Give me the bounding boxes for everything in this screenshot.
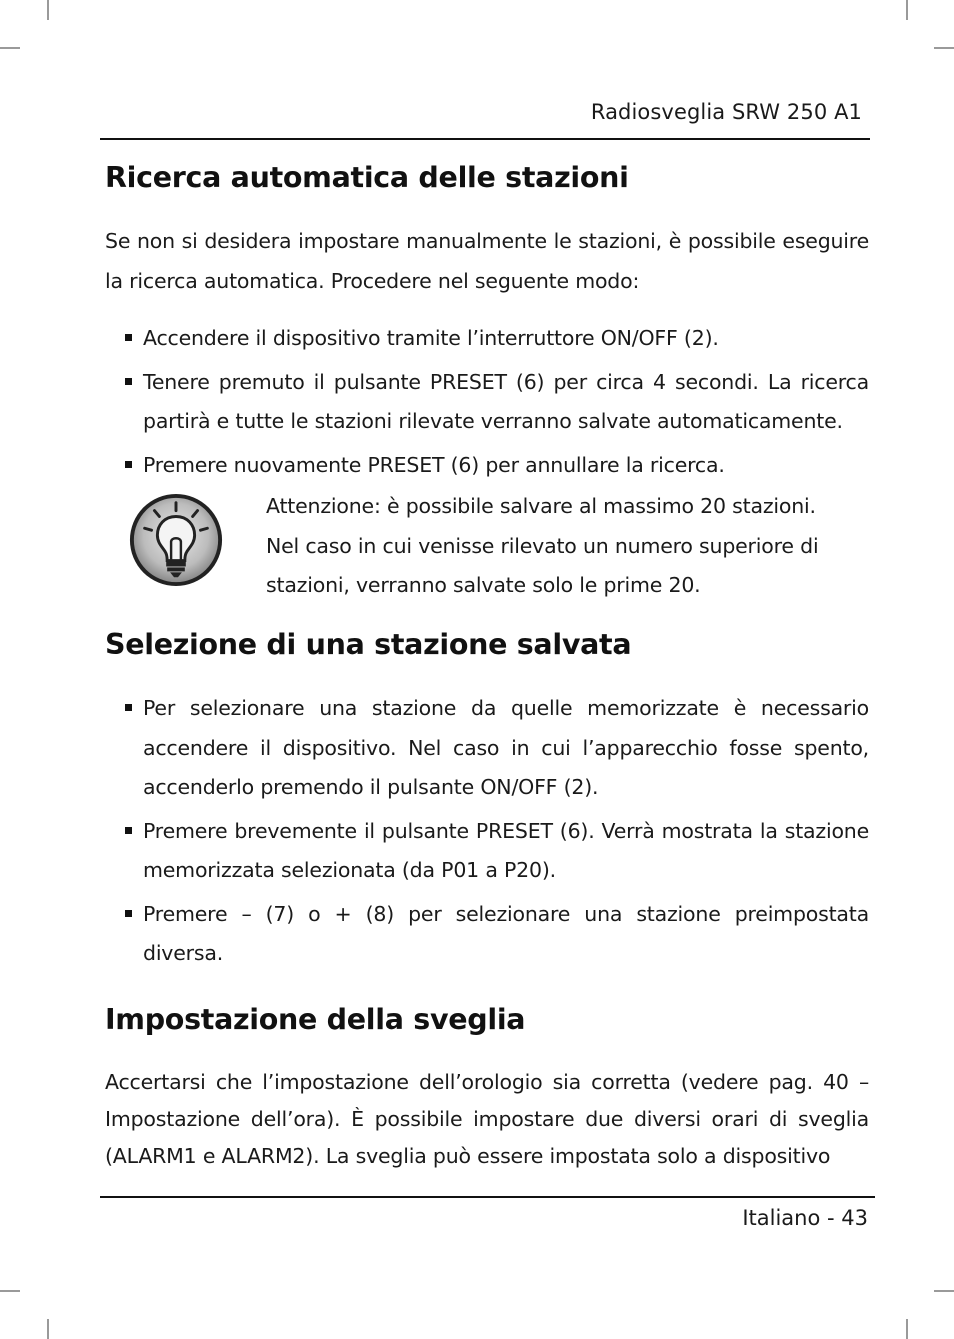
crop-mark — [0, 1290, 20, 1292]
bullet-icon — [125, 910, 132, 917]
paragraph: Se non si desidera impostare manualmente le stazioni, è possibile eseguire la ricerca automatica. Procedere nel seguente modo: — [105, 229, 869, 293]
paragraph: Accertarsi che l’impostazione dell’orologio sia corretta (vedere pag. 40 – Impostazione dell’ora). È possibile impostare due diversi orari di sveglia (ALARM1 e ALARM2). La sveglia può essere impostata solo a dispositivo — [105, 1069, 869, 1168]
running-header: Radiosveglia SRW 250 A1 — [590, 100, 862, 124]
bullet-icon — [125, 334, 132, 341]
list-item: Premere nuovamente PRESET (6) per annullare la ricerca. — [105, 446, 869, 486]
crop-mark — [47, 0, 49, 20]
list-item: Per selezionare una stazione da quelle memorizzate è necessario accendere il dispositivo. Nel caso in cui l’apparecchio fosse spento, accenderlo premendo il pulsante ON/OFF (2). — [105, 689, 869, 808]
section-heading: Ricerca automatica delle stazioni — [105, 161, 629, 194]
page-footer: Italiano - 43 — [742, 1206, 868, 1230]
crop-mark — [47, 1319, 49, 1339]
bullet-icon — [125, 827, 132, 834]
list-item: Premere brevemente il pulsante PRESET (6). Verrà mostrata la stazione memorizzata selezionata (da P01 a P20). — [105, 812, 869, 891]
note-line: stazioni, verranno salvate solo le prime 20. — [266, 573, 701, 597]
note-text — [266, 487, 818, 606]
bullet-list — [105, 689, 869, 974]
crop-mark — [906, 1319, 908, 1339]
section-heading: Selezione di una stazione salvata — [105, 628, 632, 661]
page-content — [105, 156, 869, 1175]
list-item: Accendere il dispositivo tramite l’interruttore ON/OFF (2). — [105, 319, 869, 359]
bullet-icon — [125, 704, 132, 711]
lightbulb-icon — [127, 491, 225, 589]
footer-rule — [100, 1196, 875, 1198]
note-line: Attenzione: è possibile salvare al massimo 20 stazioni. — [266, 494, 816, 518]
crop-mark — [934, 47, 954, 49]
header-rule — [100, 138, 870, 140]
section-heading: Impostazione della sveglia — [105, 1002, 526, 1036]
bullet-icon — [125, 378, 132, 385]
note-box — [105, 491, 869, 609]
list-item: Premere – (7) o + (8) per selezionare una stazione preimpostata diversa. — [105, 895, 869, 974]
crop-mark — [906, 0, 908, 20]
note-line: Nel caso in cui venisse rilevato un numero superiore di — [266, 533, 819, 558]
crop-mark — [934, 1290, 954, 1292]
crop-mark — [0, 47, 20, 49]
bullet-list — [105, 319, 869, 485]
list-item: Tenere premuto il pulsante PRESET (6) per circa 4 secondi. La ricerca partirà e tutte le stazioni rilevate verranno salvate automaticamente. — [105, 363, 869, 442]
bullet-icon — [125, 461, 132, 468]
